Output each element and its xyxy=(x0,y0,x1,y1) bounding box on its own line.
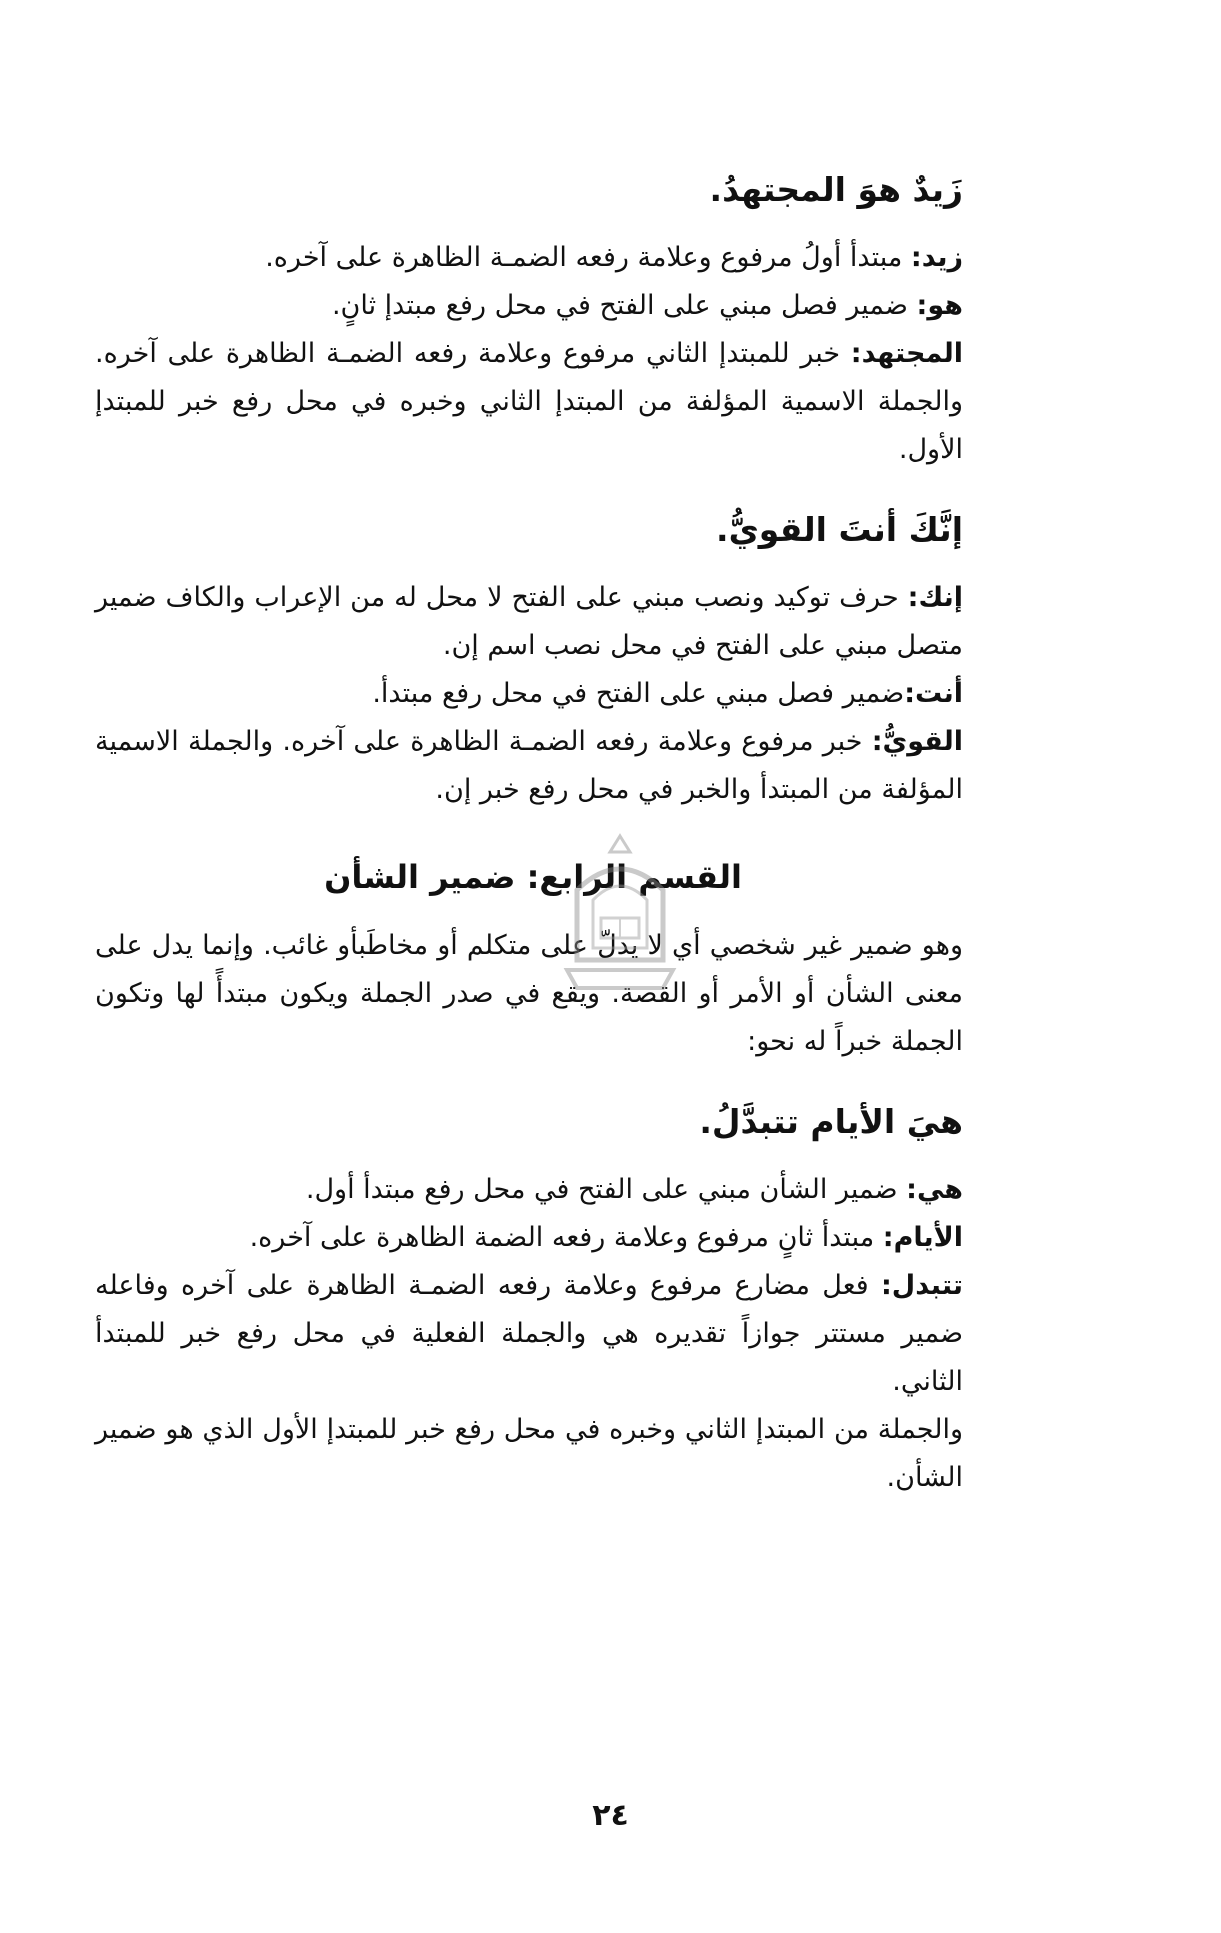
analysis-line xyxy=(95,1166,971,1214)
analysis-term: أنت: xyxy=(904,678,963,709)
analysis-line xyxy=(95,234,971,282)
analysis-term: المجتهد: xyxy=(850,338,963,369)
analysis-text: ضمير فصل مبني على الفتح في محل رفع مبتدأ. xyxy=(372,678,905,709)
analysis-term: القويُّ: xyxy=(871,726,963,757)
analysis-text: مبتدأ أولُ مرفوع وعلامة رفعه الضمـة الظاهرة على آخره. xyxy=(265,242,911,273)
analysis-term: هو: xyxy=(916,290,963,321)
analysis-text: ضمير فصل مبني على الفتح في محل رفع مبتدإ ثانٍ. xyxy=(331,290,917,321)
analysis-line xyxy=(95,1214,971,1262)
page-number: ٢٤ xyxy=(592,1798,629,1833)
section-paragraph: وهو ضمير غير شخصي أي لا يدلّ على متكلم أو مخاطَبأو غائب. وإنما يدل على معنى الشأن أو الأمر أو القصة. ويقع في صدر الجملة ويكون مبتدأً لها وتكون الجملة خبراً له نحو: xyxy=(95,930,963,1057)
analysis-line xyxy=(95,574,971,670)
page-content xyxy=(95,168,971,1502)
closing-paragraph: والجملة من المبتدإ الثاني وخبره في محل رفع خبر للمبتدإ الأول الذي هو ضمير الشأن. xyxy=(95,1414,963,1493)
example-sentence-1: زَيدٌ هوَ المجتهدُ. xyxy=(709,170,963,209)
analysis-text: حرف توكيد ونصب مبني على الفتح لا محل له من الإعراب والكاف ضمير متصل مبني على الفتح في محل نصب اسم إن. xyxy=(95,582,963,661)
analysis-term: هي: xyxy=(906,1174,963,1205)
analysis-text: خبر للمبتدإ الثاني مرفوع وعلامة رفعه الضمـة الظاهرة على آخره. والجملة الاسمية المؤلفة من المبتدإ الثاني وخبره في محل رفع خبر للمبتدإ الأول. xyxy=(95,338,963,465)
analysis-term: تتبدل: xyxy=(880,1270,963,1301)
analysis-line xyxy=(95,282,971,330)
analysis-text: مبتدأ ثانٍ مرفوع وعلامة رفعه الضمة الظاهرة على آخره. xyxy=(249,1222,883,1253)
analysis-text: فعل مضارع مرفوع وعلامة رفعه الضمـة الظاهرة على آخره وفاعله ضمير مستتر جوازاً تقديره هي والجملة الفعلية في محل رفع خبر للمبتدأ الثاني. xyxy=(95,1270,963,1397)
institution-seal-icon xyxy=(555,830,685,1000)
example-sentence-3: هيَ الأيام تتبدَّلُ. xyxy=(699,1102,963,1141)
analysis-text: ضمير الشأن مبني على الفتح في محل رفع مبتدأ أول. xyxy=(305,1174,907,1205)
analysis-text: خبر مرفوع وعلامة رفعه الضمـة الظاهرة على آخره. والجملة الاسمية المؤلفة من المبتدأ والخبر في محل رفع خبر إن. xyxy=(95,726,963,805)
analysis-term: إنك: xyxy=(907,582,963,613)
analysis-line xyxy=(95,670,971,718)
analysis-line xyxy=(95,1262,971,1406)
analysis-line xyxy=(95,330,971,474)
section-heading: القسم الرابع: ضمير الشأن xyxy=(324,858,742,896)
analysis-term: زيد: xyxy=(910,242,963,273)
analysis-line xyxy=(95,718,971,814)
example-sentence-2: إنَّكَ أنتَ القويُّ. xyxy=(716,510,963,549)
analysis-term: الأيام: xyxy=(882,1222,963,1253)
